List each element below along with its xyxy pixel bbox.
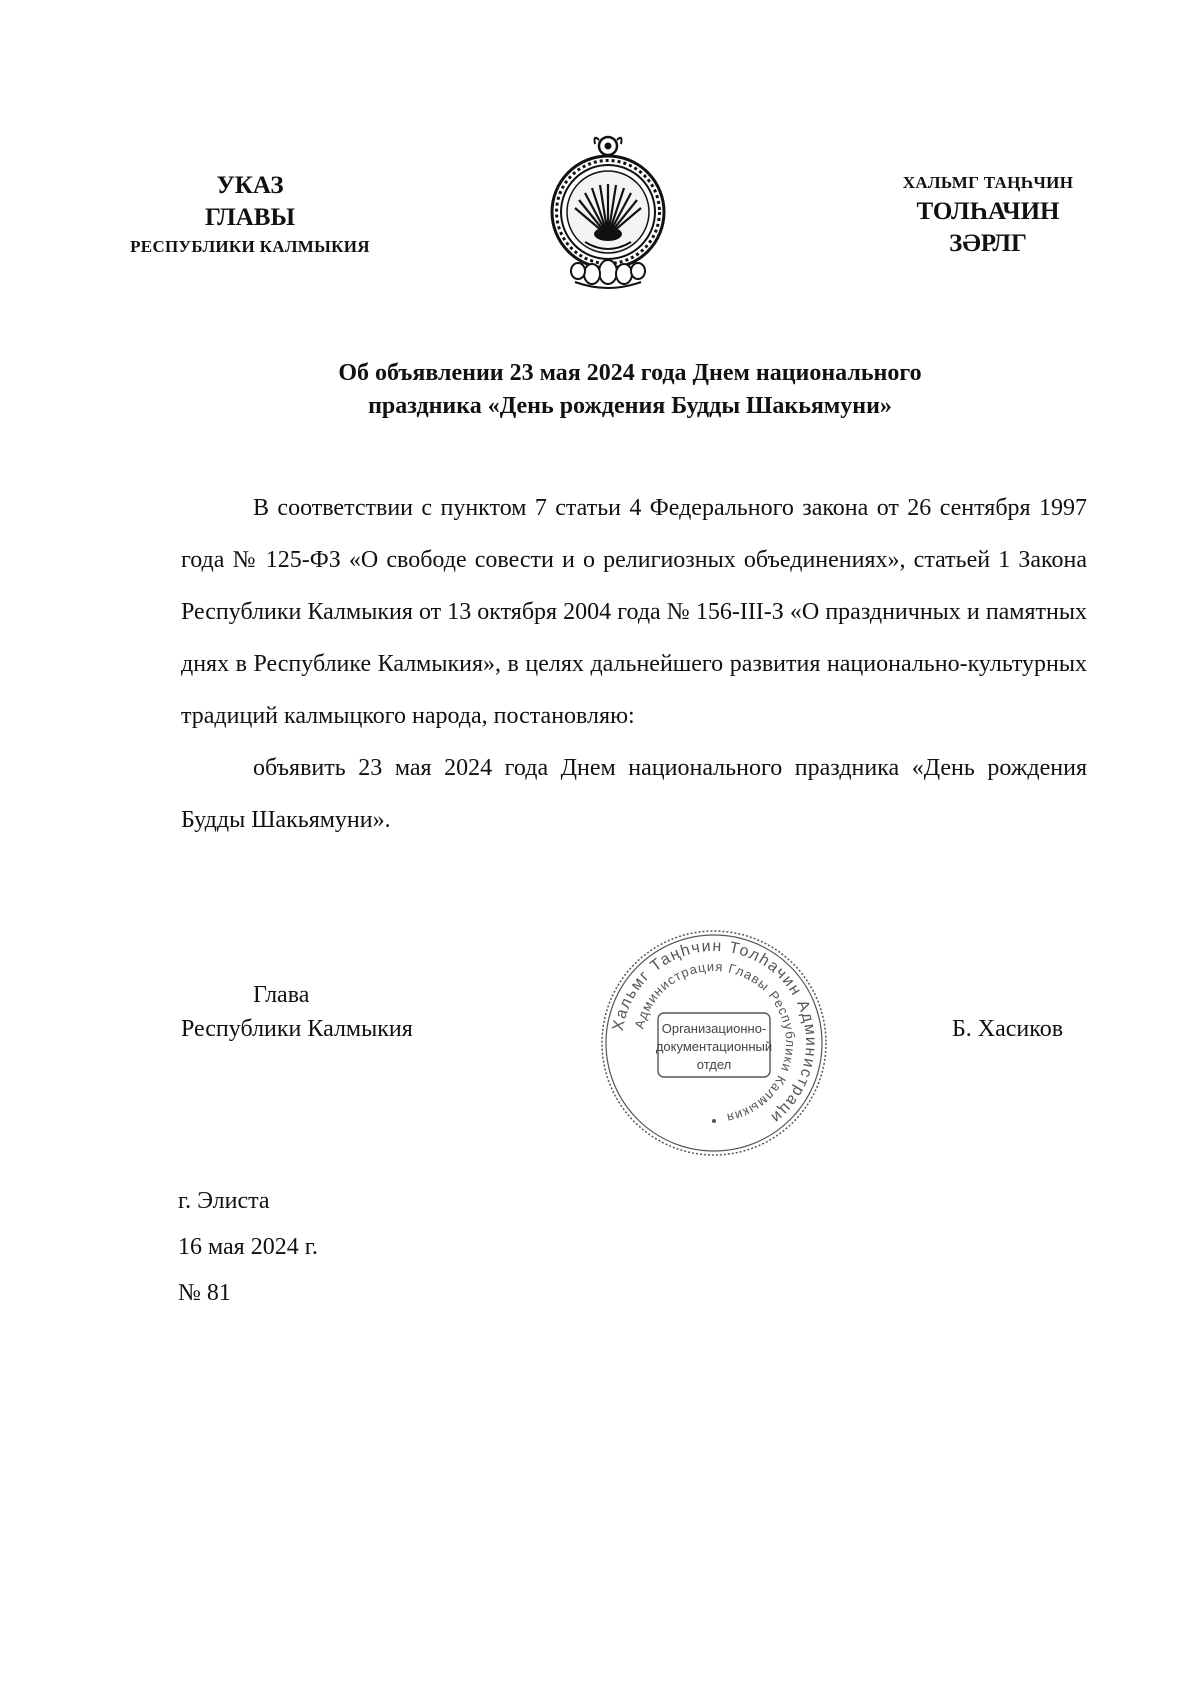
header-left-line1: УКАЗ bbox=[216, 172, 284, 199]
official-stamp bbox=[596, 925, 832, 1161]
footer-place: г. Элиста bbox=[178, 1188, 270, 1214]
signature-title-line1: Глава bbox=[253, 982, 310, 1008]
header-left-line2: ГЛАВЫ bbox=[204, 204, 296, 231]
stamp-center-line2: документационный bbox=[655, 1039, 773, 1054]
stamp-center-line3: отдел bbox=[696, 1057, 732, 1072]
footer-number: № 81 bbox=[178, 1280, 231, 1306]
footer-date: 16 мая 2024 г. bbox=[178, 1234, 318, 1260]
title-line2: праздника «День рождения Будды Шакьямуни» bbox=[368, 393, 892, 419]
header-right-block bbox=[868, 170, 1108, 260]
signature-name: Б. Хасиков bbox=[952, 1016, 1064, 1042]
signature-title bbox=[181, 978, 413, 1046]
header-right-line2: ТОЛҺАЧИН bbox=[916, 198, 1060, 225]
decree-body bbox=[181, 482, 1087, 846]
header-right-line3: ЗӘРЛГ bbox=[949, 230, 1027, 257]
body-paragraph-1: В соответствии с пунктом 7 статьи 4 Федерального закона от 26 сентября 1997 года № 125-ФЗ «О свободе совести и о религиозных объединениях», статьей 1 Закона Республики Калмыкия от 13 октября 2004 года № 156-III-З «О праздничных и памятных днях в Республике Калмыкия», в целях дальнейшего развития национально-культурных традиций калмыцкого народа, постановляю: bbox=[181, 495, 1087, 729]
body-paragraph-2: объявить 23 мая 2024 года Днем национального праздника «День рождения Будды Шакьямуни». bbox=[181, 755, 1087, 833]
title-line1: Об объявлении 23 мая 2024 года Днем национального bbox=[338, 360, 922, 386]
header-left-block bbox=[100, 170, 400, 260]
coat-of-arms-icon bbox=[545, 132, 671, 296]
stamp-center-line1: Организационно- bbox=[661, 1021, 767, 1036]
signature-title-line2: Республики Калмыкия bbox=[181, 1016, 413, 1042]
decree-title bbox=[170, 357, 1090, 423]
header-right-line1: ХАЛЬМГ ТАҢҺЧИН bbox=[902, 173, 1074, 192]
decree-footer bbox=[178, 1178, 318, 1316]
stamp-outer-text: Хальмг Таңһчин Толһачин Администраци bbox=[609, 937, 820, 1127]
header-left-line3: РЕСПУБЛИКИ КАЛМЫКИЯ bbox=[130, 237, 370, 256]
stamp-inner-ring-text: Администрация Главы Республики Калмыкия bbox=[631, 958, 799, 1126]
